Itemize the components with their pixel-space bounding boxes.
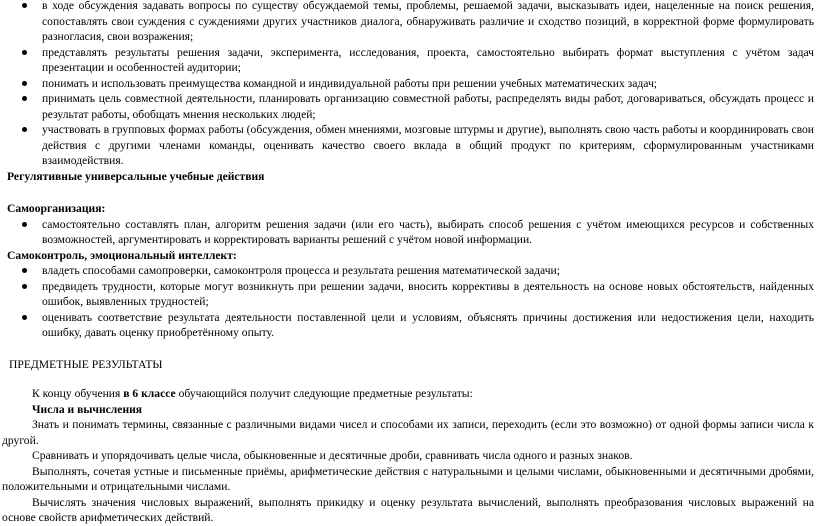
- bullet-icon: [22, 127, 27, 132]
- heading-self-control: Самоконтроль, эмоциональный интеллект:: [7, 248, 237, 262]
- heading-numbers: Числа и вычисления: [32, 402, 143, 416]
- bullet-icon: [22, 50, 27, 55]
- paragraph: Сравнивать и упорядочивать целые числа, обыкновенные и десятичные дроби, сравнивать числа одного и разных знаков.: [32, 449, 633, 462]
- list-item: оценивать соответствие результата деятельности поставленной цели и условиям, объяснять причины достижения или недостижения цели, находить ошибку, давать оценку приобретённому опыту.: [0, 310, 816, 341]
- self-control-list: [0, 263, 816, 341]
- list-item: в ходе обсуждения задавать вопросы по существу обсуждаемой темы, проблемы, решаемой задачи, высказывать идеи, нацеленные на поиск решения, сопоставлять свои суждения с суждениями других участников диалога, обнаруживать различие и сходство позиций, в корректной форме формулировать разногласия, свои возражения;: [0, 0, 816, 45]
- list-item: принимать цель совместной деятельности, планировать организацию совместной работы, распределять виды работ, договариваться, обсуждать процесс и результат работы, обобщать мнения нескольких людей;: [0, 91, 816, 122]
- bullet-icon: [22, 3, 27, 8]
- bullet-icon: [22, 96, 27, 101]
- list-item: понимать и использовать преимущества командной и индивидуальной работы при решении учебных математических задач;: [0, 76, 816, 92]
- list-item: предвидеть трудности, которые могут возникнуть при решении задачи, вносить коррективы в деятельность на основе новых обстоятельств, найденных ошибок, выявленных трудностей;: [0, 279, 816, 310]
- spacer: [0, 341, 816, 357]
- list-item: владеть способами самопроверки, самоконтроля процесса и результата решения математической задачи;: [0, 263, 816, 279]
- communication-list: [0, 0, 816, 169]
- bullet-icon: [22, 268, 27, 273]
- bullet-icon: [22, 315, 27, 320]
- spacer: [0, 184, 816, 199]
- bullet-icon: [22, 284, 27, 289]
- bullet-icon: [22, 81, 27, 86]
- paragraph: Знать и понимать термины, связанные с различными видами чисел и способами их записи, переходить (если это возможно) от одной формы записи числа к другой.: [2, 418, 814, 447]
- heading-regulative: Регулятивные универсальные учебные действия: [7, 169, 265, 183]
- list-item: самостоятельно составлять план, алгоритм решения задачи (или его часть), выбирать способ решения с учётом имеющихся ресурсов и собственных возможностей, аргументировать и корректировать варианты решений с учётом новой информации.: [0, 217, 816, 248]
- heading-subject-results: ПРЕДМЕТНЫЕ РЕЗУЛЬТАТЫ: [9, 357, 163, 371]
- intro-paragraph: К концу обучения в 6 классе обучающийся получит следующие предметные результаты:: [32, 387, 473, 400]
- spacer: [0, 372, 816, 386]
- paragraph: Выполнять, сочетая устные и письменные приёмы, арифметические действия с натуральными и целыми числами, обыкновенными и десятичными дробями, положительными и отрицательными числами.: [2, 464, 814, 493]
- list-item: представлять результаты решения задачи, эксперимента, исследования, проекта, самостоятельно выбирать формат выступления с учётом задач презентации и особенностей аудитории;: [0, 45, 816, 76]
- list-item: участвовать в групповых формах работы (обсуждения, обмен мнениями, мозговые штурмы и другие), выполнять свою часть работы и координировать свои действия с другими членами команды, оценивать качество своего вклада в общий продукт по критериям, сформулированным участниками взаимодействия.: [0, 122, 816, 169]
- bullet-icon: [22, 222, 27, 227]
- self-organization-list: [0, 217, 816, 248]
- grade-label: в 6 классе: [123, 387, 176, 400]
- paragraph: Вычислять значения числовых выражений, выполнять прикидку и оценку результата вычислений, выполнять преобразования числовых выражений на основе свойств арифметических действий.: [2, 495, 814, 524]
- heading-self-organization: Самоорганизация:: [7, 202, 106, 215]
